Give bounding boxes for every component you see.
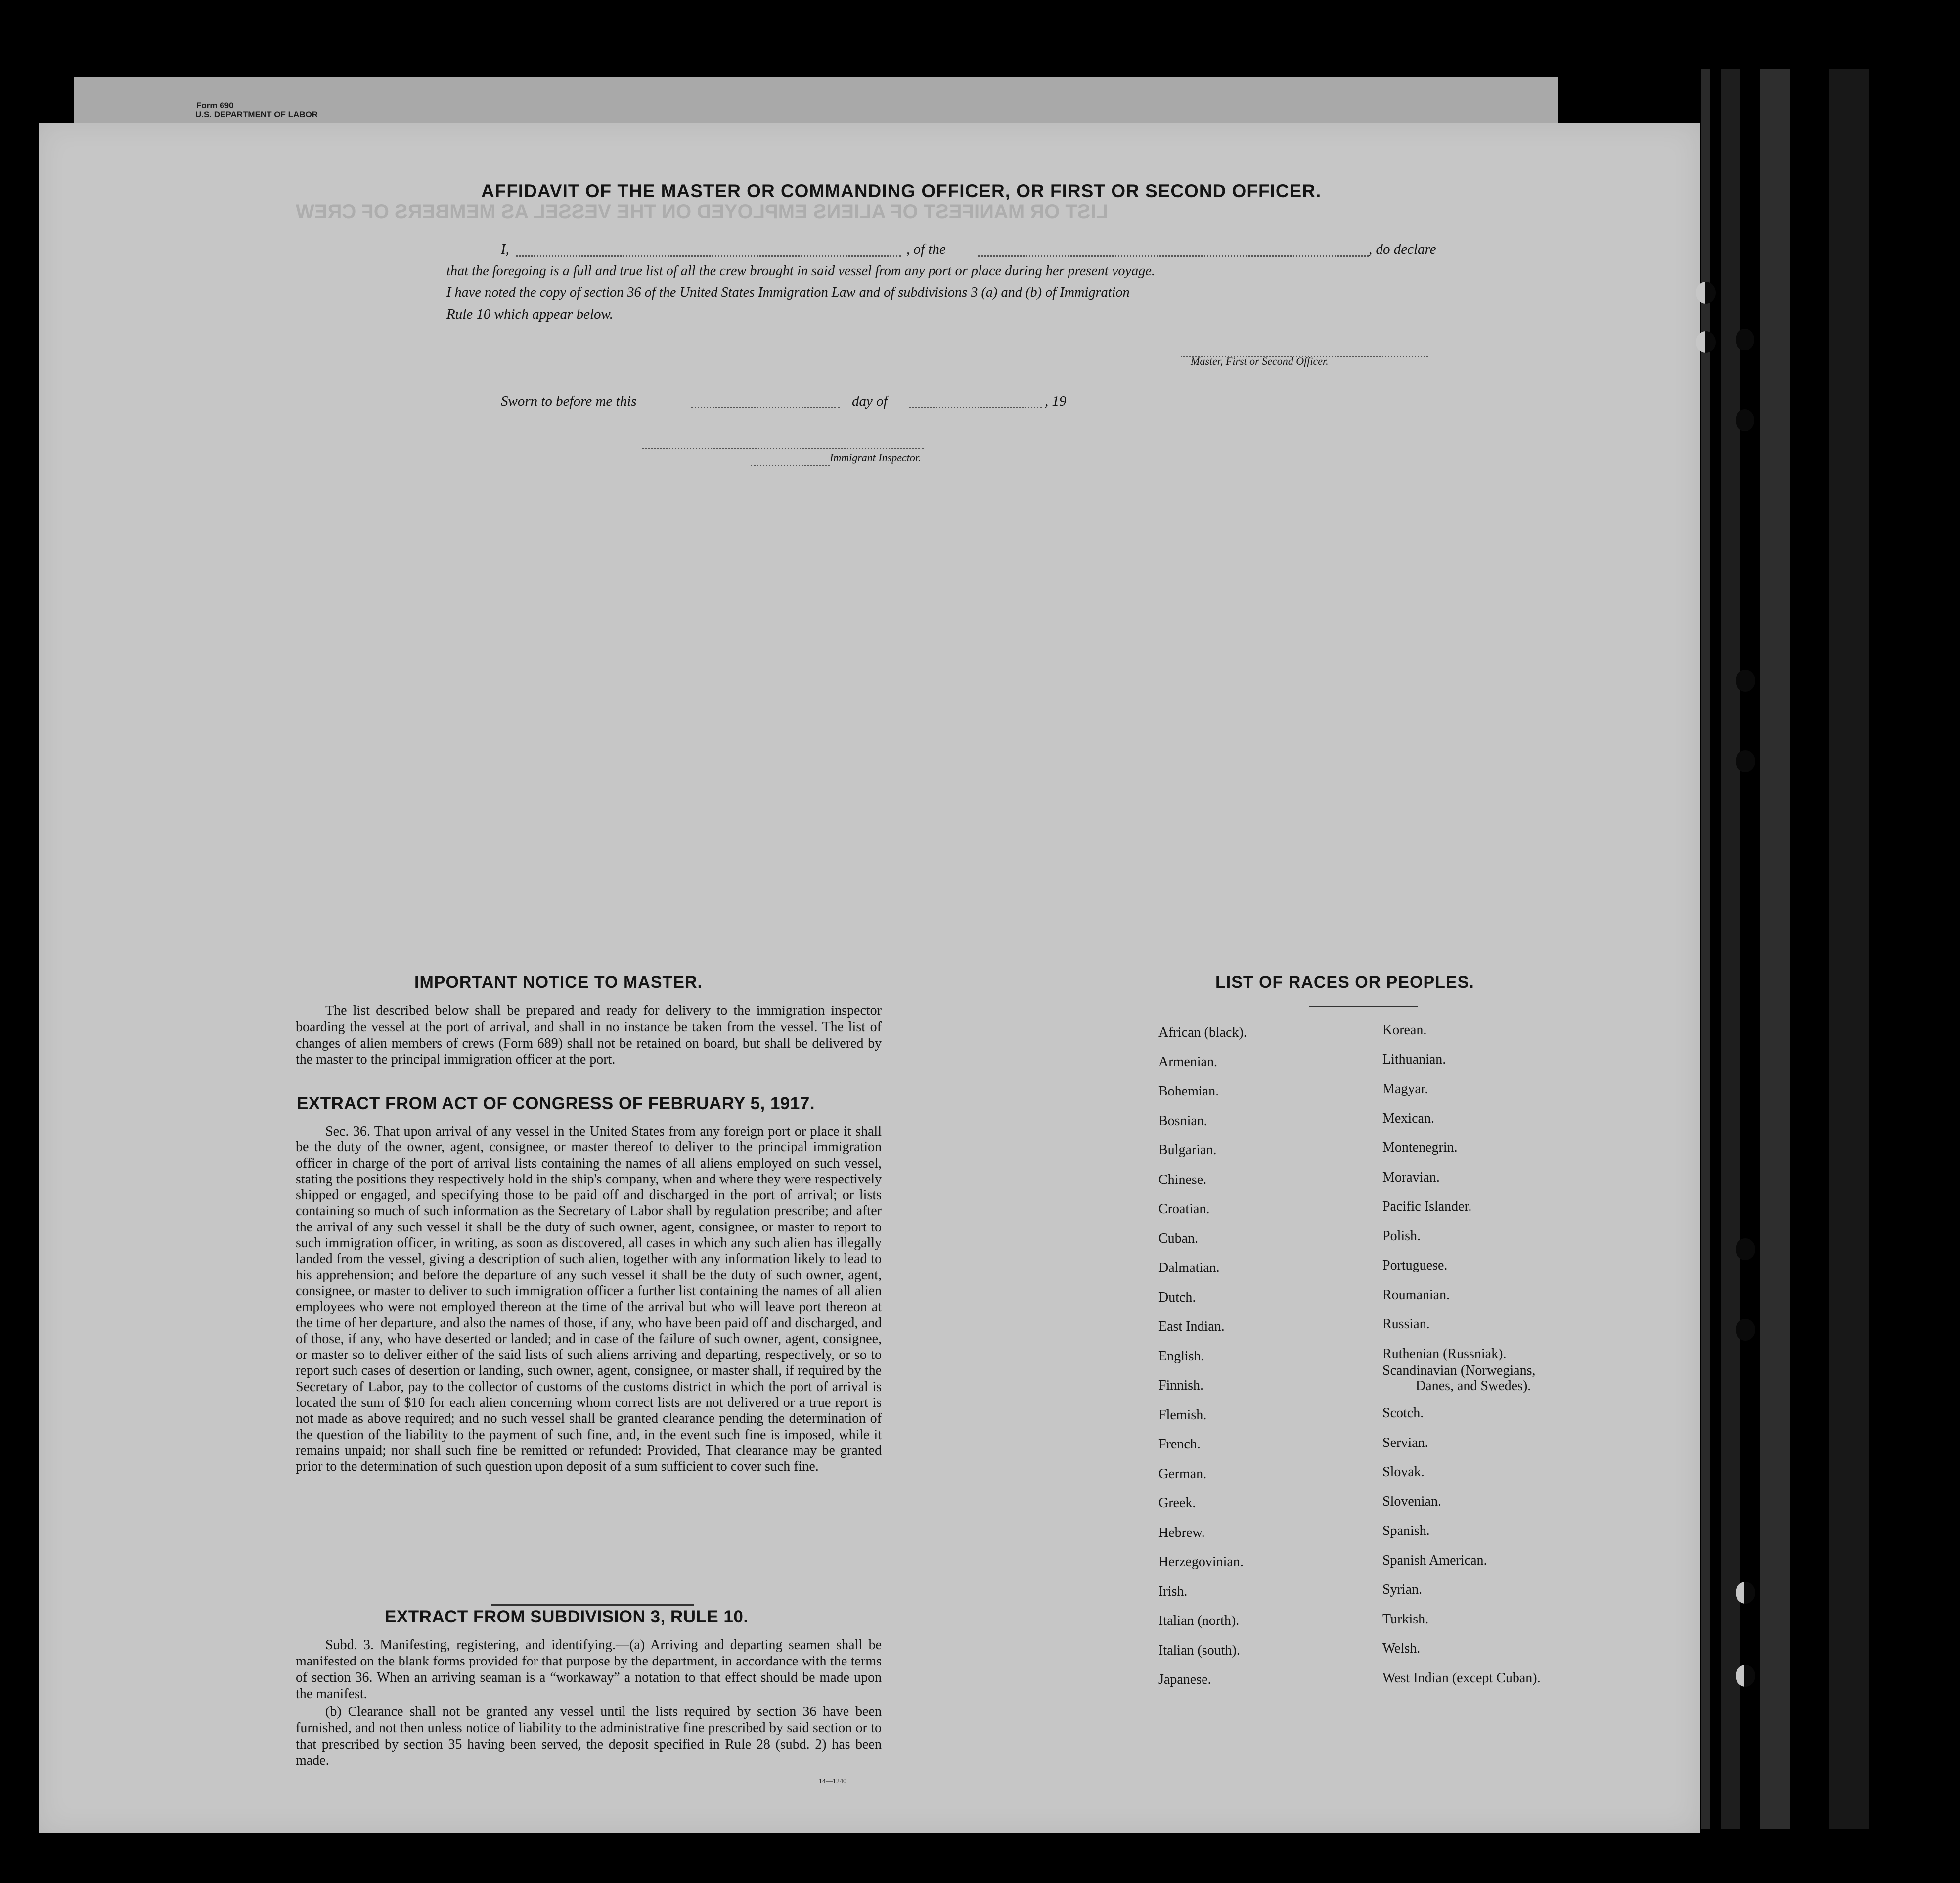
race-right-item: Montenegrin. <box>1382 1140 1458 1155</box>
race-left-item: African (black). <box>1158 1025 1247 1040</box>
affidavit-of-the: , of the <box>906 241 946 257</box>
race-left-item: Bulgarian. <box>1158 1142 1217 1158</box>
print-code: 14—1240 <box>819 1778 846 1785</box>
act-extract-title: EXTRACT FROM ACT OF CONGRESS OF FEBRUARY 5, 1917. <box>297 1094 815 1113</box>
inspector-caption: Immigrant Inspector. <box>830 451 921 464</box>
race-left-item: Irish. <box>1158 1583 1188 1599</box>
race-right-item: Syrian. <box>1382 1582 1423 1597</box>
race-right-item: Lithuanian. <box>1382 1051 1446 1067</box>
race-left-item: Hebrew. <box>1158 1525 1205 1540</box>
race-right-item: Ruthenian (Russniak). <box>1382 1346 1507 1361</box>
year-text: , 19 <box>1045 394 1067 409</box>
sworn-month-blank <box>909 407 1042 408</box>
race-left-item: Finnish. <box>1158 1378 1204 1393</box>
race-right-item: Slovenian. <box>1382 1493 1441 1509</box>
race-left-item: Herzegovinian. <box>1158 1554 1244 1570</box>
day-of-text: day of <box>852 394 888 409</box>
race-left-item: Croatian. <box>1158 1201 1210 1217</box>
bleed-through-heading: LIST OR MANIFEST OF ALIENS EMPLOYED ON THE VESSEL AS MEMBERS OF CREW <box>296 201 1109 222</box>
affidavit-declare: , do declare <box>1369 241 1436 257</box>
race-left-item: German. <box>1158 1466 1207 1482</box>
form-label <box>195 101 318 119</box>
race-right-item: Polish. <box>1382 1228 1421 1244</box>
notice-text: The list described below shall be prepared and ready for delivery to the immigration inspector boarding the vessel at the port of arrival, and shall in no instance be taken from the vessel. The list of changes of alien members of crews (Form 689) shall not be retained on board, but shall be delivered by the master to the principal immigration officer at the port. <box>296 1003 882 1067</box>
race-right-item: Welsh. <box>1382 1641 1421 1656</box>
race-left-item: Italian (south). <box>1158 1642 1240 1658</box>
race-right-item: Roumanian. <box>1382 1287 1450 1303</box>
document-page <box>39 123 1700 1833</box>
races-title-underline <box>1309 1006 1418 1007</box>
races-title: LIST OF RACES OR PEOPLES. <box>1215 973 1474 992</box>
binder-hole <box>1736 409 1754 431</box>
binder-hole <box>1696 331 1716 353</box>
binder-hole <box>1736 670 1755 692</box>
race-left-item: Dutch. <box>1158 1289 1196 1305</box>
affidavit-title: AFFIDAVIT OF THE MASTER OR COMMANDING OFFICER, OR FIRST OR SECOND OFFICER. <box>481 181 1322 201</box>
binder-hole <box>1696 282 1716 304</box>
race-left-item: English. <box>1158 1348 1204 1364</box>
sworn-text: Sworn to before me this <box>501 394 637 409</box>
binder-hole <box>1736 1665 1755 1687</box>
race-right-item: Slovak. <box>1382 1464 1425 1480</box>
rule-extract-text-a: Subd. 3. Manifesting, registering, and identifying.—(a) Arriving and departing seamen shall be manifested on the blank forms provided for that purpose by the department, in accordance with the terms of section 36. When an arriving seaman is a “workaway” a notation to that effect should be made upon the manifest. <box>296 1637 882 1702</box>
form-department: U.S. DEPARTMENT OF LABOR <box>195 110 318 119</box>
race-right-item: Spanish American. <box>1382 1552 1487 1568</box>
binder-hole <box>1736 750 1755 772</box>
race-right-item: Moravian. <box>1382 1169 1440 1185</box>
section-divider <box>491 1604 694 1606</box>
binder-hole <box>1736 329 1754 350</box>
race-right-item: Portuguese. <box>1382 1258 1448 1273</box>
race-right-item: Spanish. <box>1382 1523 1430 1538</box>
race-left-item: Flemish. <box>1158 1407 1207 1423</box>
race-right-item: Turkish. <box>1382 1611 1429 1627</box>
rule-extract-text-b: (b) Clearance shall not be granted any vessel until the lists required by section 36 have been furnished, and not then unless notice of liability to the administrative fine prescribed by said section or to that prescribed by section 35 having been served, the deposit specified in Rule 28 (subd. 2) has been made. <box>296 1704 882 1768</box>
race-right-item: Scotch. <box>1382 1405 1424 1421</box>
sworn-day-blank <box>691 407 840 408</box>
form-number: Form 690 <box>196 101 234 110</box>
race-left-item: Italian (north). <box>1158 1613 1240 1628</box>
notice-title: IMPORTANT NOTICE TO MASTER. <box>414 973 703 992</box>
page-stack-edge <box>1760 69 1790 1829</box>
race-right-item: West Indian (except Cuban). <box>1382 1670 1541 1686</box>
vessel-blank <box>978 255 1369 257</box>
race-left-item: Greek. <box>1158 1495 1196 1511</box>
race-right-item: Korean. <box>1382 1022 1427 1038</box>
act-extract-text: Sec. 36. That upon arrival of any vessel in the United States from any foreign port or place it shall be the duty of the owner, agent, consignee, or master thereof to deliver to the principal immigration officer in charge of the port of arrival lists containing the names of all aliens employed on such vessel, stating the positions they respectively hold in the ship's company, when and where they were respectively shipped or engaged, and specifying those to be paid off and discharged in the port of arrival; or lists containing so much of such information as the Secretary of Labor shall by regulation prescribe; and after the arrival of any such vessel it shall be the duty of such owner, agent, consignee, or master to report to such immigration officer, in writing, as soon as discovered, all cases in which any such alien has illegally landed from the vessel, giving a description of such alien, together with any information likely to lead to his apprehension; and before the departure of any such vessel it shall be the duty of such owner, agent, consignee, or master to deliver to such immigration officer a further list containing the names of all alien employees who were not employed thereon at the time of the arrival but who will leave port thereon at the time of her departure, and also the names of those, if any, who have been paid off and discharged, and of those, if any, who have deserted or landed; and in case of the failure of such owner, agent, consignee, or master so to deliver either of the said lists of such aliens arriving and departing, respectively, or so to report such cases of desertion or landing, such owner, agent, consignee, or master shall, if required by the Secretary of Labor, pay to the collector of customs of the customs district in which the port of arrival is located the sum of $10 for each alien concerning whom correct lists are not delivered or a true report is not made as above required; and no such vessel shall be granted clearance pending the determination of the question of the liability to the payment of such fine, and, in the event such fine is imposed, while it remains unpaid; nor shall such fine be remitted or refunded: Provided, That clearance may be granted prior to the determination of such question upon deposit of a sum sufficient to cover such fine. <box>296 1124 882 1475</box>
binder-hole <box>1736 1238 1755 1260</box>
affidavit-line4: Rule 10 which appear below. <box>446 307 613 322</box>
race-left-item: Dalmatian. <box>1158 1260 1220 1275</box>
race-right-item: Magyar. <box>1382 1081 1428 1096</box>
race-left-item: Japanese. <box>1158 1672 1211 1687</box>
inspector-short-line <box>751 465 830 466</box>
binder-hole <box>1736 1582 1755 1604</box>
rule-extract-title: EXTRACT FROM SUBDIVISION 3, RULE 10. <box>385 1607 749 1626</box>
inspector-signature-line <box>642 448 924 449</box>
affidavit-line2: that the foregoing is a full and true list of all the crew brought in said vessel from any port or place during her present voyage. <box>446 263 1156 279</box>
race-left-item: Chinese. <box>1158 1172 1207 1187</box>
race-right-item: Pacific Islander. <box>1382 1199 1472 1214</box>
race-right-item: Russian. <box>1382 1316 1430 1332</box>
race-right-item: Servian. <box>1382 1435 1428 1450</box>
race-right-item: Mexican. <box>1382 1110 1434 1126</box>
race-right-item: Scandinavian (Norwegians, <box>1382 1362 1536 1378</box>
binder-hole <box>1736 1319 1755 1341</box>
race-left-item: Bohemian. <box>1158 1084 1219 1099</box>
race-left-item: Cuban. <box>1158 1230 1199 1246</box>
race-left-item: Bosnian. <box>1158 1113 1207 1129</box>
affidavit-line3: I have noted the copy of section 36 of the United States Immigration Law and of subdivisions 3 (a) and (b) of Immigration <box>446 285 1130 300</box>
race-left-item: East Indian. <box>1158 1319 1225 1334</box>
affidavit-i: I, <box>501 241 509 257</box>
signature-caption: Master, First or Second Officer. <box>1191 355 1329 367</box>
race-right-item: Danes, and Swedes). <box>1416 1378 1531 1394</box>
name-blank <box>516 255 901 257</box>
race-left-item: Armenian. <box>1158 1054 1217 1070</box>
race-left-item: French. <box>1158 1437 1201 1452</box>
page-stack-edge <box>1829 69 1869 1829</box>
